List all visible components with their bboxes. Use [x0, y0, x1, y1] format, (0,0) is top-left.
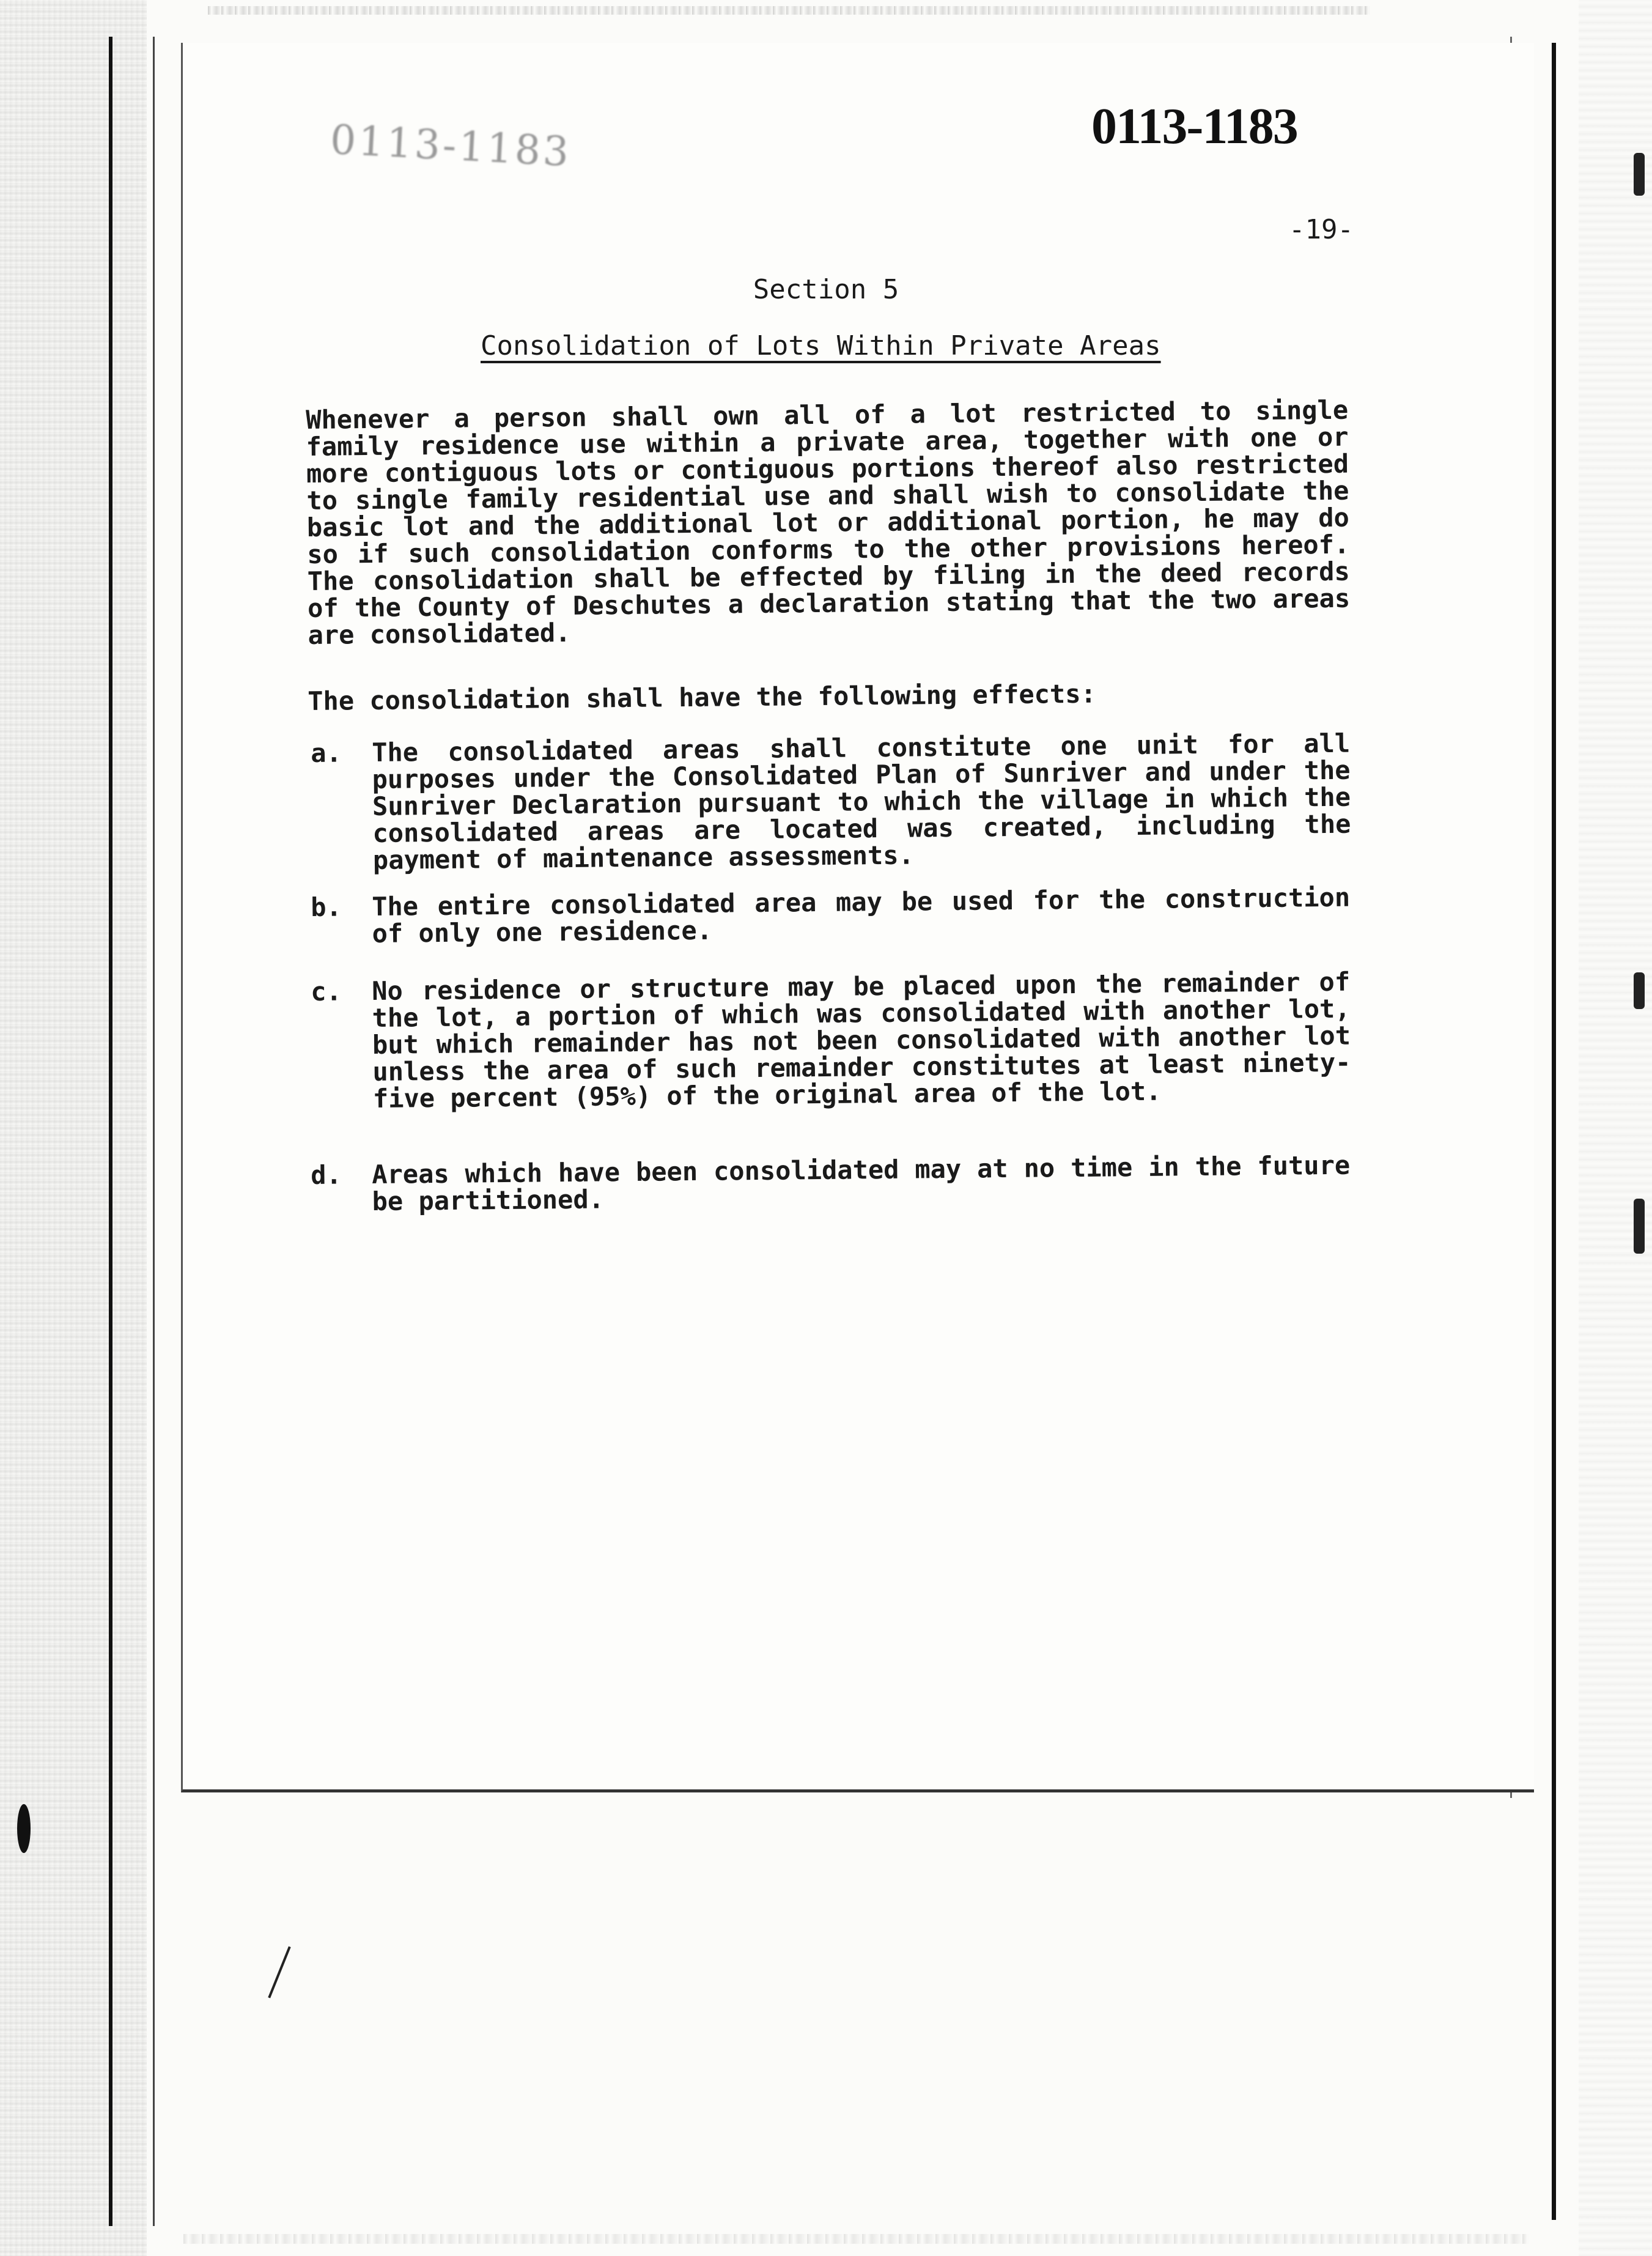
scan-blob-mark [17, 1804, 31, 1853]
list-item-letter: d. [310, 1159, 342, 1190]
list-item-letter: b. [310, 892, 342, 922]
scan-mark-right [1634, 972, 1645, 1009]
record-number: 0113-1183 [1091, 98, 1297, 155]
effects-intro: The consolidation shall have the following effects: [308, 678, 1097, 716]
list-item-text: The entire consolidated area may be used for the construction of only one residence. [371, 882, 1351, 949]
scan-noise-left [0, 0, 147, 2256]
section-title: Consolidation of Lots Within Private Areas [481, 330, 1161, 361]
intro-paragraph: Whenever a person shall own all of a lot restricted to single family residence use within a private area, together with one or more contiguous lots or contiguous portions thereof also restricted to single family residential use and shall wish to consolidate the basic lot and the additional lot or additional portion, he may do so if such consolidation conforms to the other provisions hereof. The consolidation shall be effected by filing in the deed records of the County of Deschutes a declaration stating that the two areas are consolidated. [305, 394, 1351, 650]
list-item [311, 730, 1351, 875]
section-label: Section 5 [753, 274, 899, 305]
list-item [311, 884, 1351, 948]
list-item-text: No residence or structure may be placed upon the remainder of the lot, a portion of which was consolidated with another lot, but which remainder has not been consolidated with another lot unless the area of such remainder constitutes at least ninety-five percent (95%) of the original area of the lot. [371, 966, 1351, 1114]
list-item-text: The consolidated areas shall constitute one unit for all purposes under the Consolidated Plan of Sunriver and under the Sunriver Declaration pursuant to which the village in which the consolidated areas are located was created, including the payment of maintenance assessments. [371, 728, 1351, 876]
scan-noise-right [1579, 0, 1652, 2256]
left-edge-line-thin [153, 37, 155, 2226]
scan-mark-right [1634, 153, 1645, 196]
faded-stamp: 0113-1183 [329, 116, 572, 176]
list-item-letter: a. [310, 738, 342, 768]
scan-noise-bottom [183, 2234, 1528, 2244]
scan-noise-top [208, 6, 1370, 15]
list-item-text: Areas which have been consolidated may at no time in the future be partitioned. [371, 1150, 1351, 1217]
right-edge-line [1552, 43, 1556, 2220]
scan-mark-right [1634, 1199, 1645, 1254]
left-edge-line [109, 37, 112, 2226]
list-item [310, 966, 1351, 1114]
page-number: -19- [1289, 214, 1354, 245]
section-heading [0, 274, 1652, 305]
list-item-letter: c. [310, 976, 342, 1007]
list-item [311, 1152, 1351, 1216]
pen-slash-mark [268, 1947, 290, 1999]
